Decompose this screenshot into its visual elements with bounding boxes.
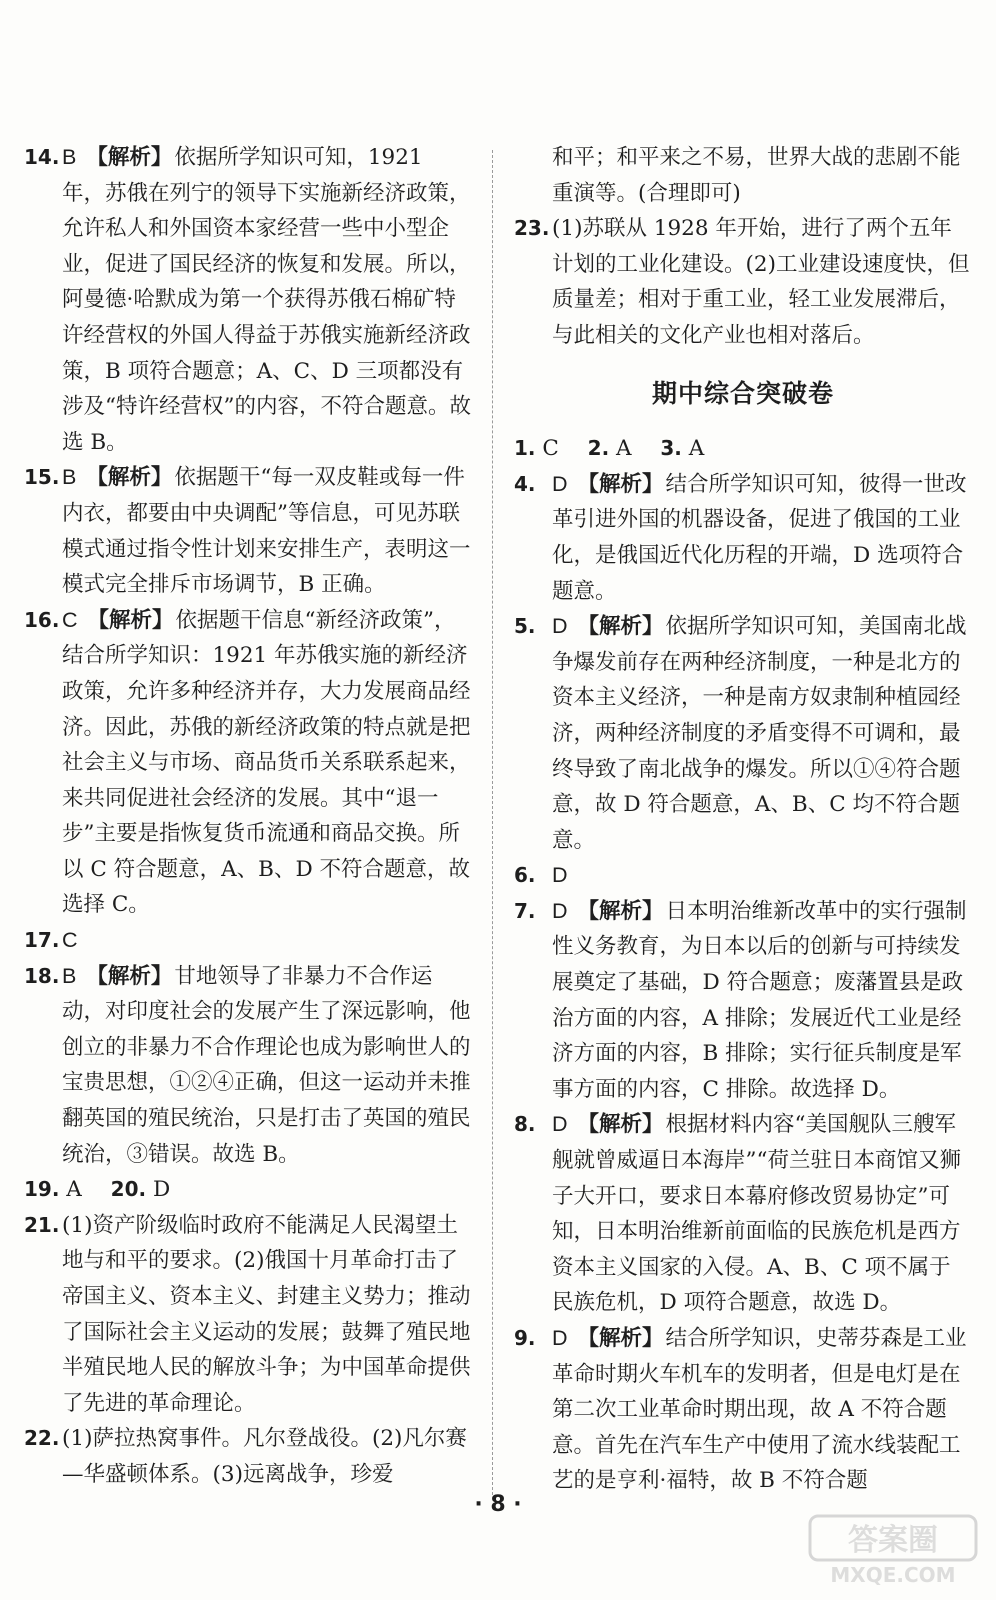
question-5 — [514, 609, 972, 858]
analysis-tag: 【解析】 — [87, 607, 174, 633]
watermark-logo — [808, 1514, 978, 1588]
question-15 — [24, 460, 472, 602]
right-column — [514, 140, 972, 1499]
question-text: 结合所学知识可知，彼得一世改革引进外国的机器设备，促进了俄国的工业化，是俄国近代化历程的开端，D 选项符合题意。 — [552, 471, 967, 604]
analysis-tag: 【解析】 — [577, 471, 664, 497]
question-7 — [514, 894, 972, 1108]
analysis-tag: 【解析】 — [86, 465, 173, 491]
question-text: 依据所学知识可知，美国南北战争爆发前存在两种经济制度，一种是北方的资本主义经济，一种是南方奴隶制种植园经济，两种经济制度的矛盾变得不可调和，最终导致了南北战争的爆发。所以①④符合题意，故 D 符合题意，A、B、C 均不符合题意。 — [552, 614, 967, 853]
question-text: 甘地领导了非暴力不合作运动，对印度社会的发展产生了深远影响，他创立的非暴力不合作理论也成为影响世人的宝贵思想，①②④正确，但这一运动并未推翻英国的殖民统治，只是打击了英国的殖民统治，③错误。故选 B。 — [62, 963, 471, 1167]
analysis-tag: 【解析】 — [577, 614, 664, 640]
answer: D — [552, 898, 568, 923]
answer: D — [152, 1177, 171, 1203]
question-text: 根据材料内容“美国舰队三艘军舰就曾威逼日本海岸”“荷兰驻日本商馆又狮子大开口，要求日本幕府修改贸易协定”可知，日本明治维新前面临的民族危机是西方资本主义国家的入侵。A、B、C 项不属于民族危机，D 项符合题意，故选 D。 — [552, 1112, 961, 1316]
analysis-tag: 【解析】 — [86, 145, 173, 170]
question-number: 3. — [660, 436, 682, 461]
question-number: 19. — [24, 1177, 60, 1202]
question-number: 20. — [110, 1177, 147, 1202]
question-number: 7. — [514, 898, 536, 923]
answer: B — [62, 465, 77, 490]
question-number: 18. — [24, 963, 60, 988]
question-number: 6. — [514, 863, 536, 888]
question-number: 1. — [514, 436, 536, 461]
question-8 — [514, 1107, 972, 1321]
question-number: 9. — [514, 1326, 536, 1350]
question-18 — [24, 959, 472, 1173]
answer: B — [62, 963, 77, 988]
question-17 — [24, 923, 472, 959]
section-title: 期中综合突破卷 — [651, 378, 834, 408]
question-23 — [514, 211, 972, 353]
question-number: 15. — [24, 465, 60, 490]
answer: A — [688, 436, 705, 462]
answer: D — [552, 614, 568, 639]
page-number: · 8 · — [474, 1492, 522, 1517]
answer-row-1-3 — [514, 431, 972, 467]
answer-row-19-20 — [24, 1172, 472, 1208]
column-divider — [492, 150, 493, 1495]
answer: D — [552, 471, 568, 496]
question-16 — [24, 603, 472, 923]
question-text: 结合所学知识，史蒂芬森是工业革命时期火车机车的发明者，但是电灯是在第二次工业革命时期出现，故 A 不符合题意。首先在汽车生产中使用了流水线装配工艺的是亨利·福特，故 B 不符合题 — [552, 1326, 967, 1494]
question-text: 日本明治维新改革中的实行强制性义务教育，为日本以后的创新与可持续发展奠定了基础，D 符合题意；废藩置县是政治方面的内容，A 排除；发展近代工业是经济方面的内容，B 排除；实行征兵制度是军事方面的内容，C 排除。故选择 D。 — [552, 898, 967, 1102]
analysis-tag: 【解析】 — [86, 963, 173, 989]
analysis-tag: 【解析】 — [577, 1112, 664, 1138]
answer: D — [552, 863, 568, 888]
question-number: 5. — [514, 614, 536, 639]
svg-text:MXQE.COM: MXQE.COM — [830, 1563, 956, 1587]
answer: C — [542, 436, 559, 462]
question-14 — [24, 140, 472, 460]
answer: C — [62, 928, 78, 953]
question-22 — [24, 1421, 472, 1492]
question-text: 依据题干信息“新经济政策”，结合所学知识：1921 年苏俄实施的新经济政策，允许多种经济并存，大力发展商品经济。因此，苏俄的新经济政策的特点就是把社会主义与市场、商品货币关系联系起来，来共同促进社会经济的发展。其中“退一步”主要是指恢复货币流通和商品交换。所以 C 符合题意，A、B、D 不符合题意，故选择 C。 — [62, 607, 471, 918]
question-text: (1)苏联从 1928 年开始，进行了两个五年计划的工业化建设。(2)工业建设速度快，但质量差；相对于重工业，轻工业发展滞后，与此相关的文化产业也相对落后。 — [552, 216, 970, 348]
question-9 — [514, 1321, 972, 1499]
answer: D — [552, 1112, 568, 1137]
answer: A — [616, 436, 632, 462]
question-number: 17. — [24, 928, 60, 953]
question-number: 22. — [24, 1426, 60, 1451]
question-number: 16. — [24, 607, 60, 632]
q22-continuation: 和平；和平来之不易，世界大战的悲剧不能重演等。(合理即可) — [552, 145, 961, 206]
analysis-tag: 【解析】 — [577, 1326, 664, 1351]
question-text: 依据所学知识可知，1921 年，苏俄在列宁的领导下实施新经济政策，允许私人和外国资本家经营一些中小型企业，促进了国民经济的恢复和发展。所以，阿曼德·哈默成为第一个获得苏俄石棉矿特许经营权的外国人得益于苏俄实施新经济政策，B 项符合题意；A、C、D 三项都没有涉及“特许经营权”的内容，不符合题意。故选 B。 — [62, 145, 471, 455]
question-number: 23. — [514, 216, 550, 241]
question-4 — [514, 467, 972, 609]
question-number: 4. — [514, 471, 536, 496]
question-21 — [24, 1208, 472, 1422]
analysis-tag: 【解析】 — [577, 898, 664, 924]
answer: B — [62, 145, 77, 169]
question-text: (1)资产阶级临时政府不能满足人民渴望土地与和平的要求。(2)俄国十月革命打击了帝国主义、资本主义、封建主义势力；推动了国际社会主义运动的发展；鼓舞了殖民地半殖民地人民的解放斗争；为中国革命提供了先进的革命理论。 — [62, 1212, 471, 1416]
svg-text:答案圈: 答案圈 — [848, 1523, 938, 1558]
question-number: 21. — [24, 1212, 60, 1237]
answer: C — [62, 607, 78, 632]
question-number: 14. — [24, 145, 60, 169]
answer: D — [552, 1326, 568, 1350]
answer: A — [66, 1177, 82, 1203]
question-number: 8. — [514, 1112, 536, 1137]
left-column — [24, 140, 472, 1493]
question-number: 2. — [587, 436, 610, 461]
question-text: 依据题干“每一双皮鞋或每一件内衣，都要由中央调配”等信息，可见苏联模式通过指令性计划来安排生产，表明这一模式完全排斥市场调节，B 正确。 — [62, 465, 471, 598]
question-6 — [514, 858, 972, 894]
question-text: (1)萨拉热窝事件。凡尔登战役。(2)凡尔赛—华盛顿体系。(3)远离战争，珍爱 — [62, 1426, 467, 1487]
